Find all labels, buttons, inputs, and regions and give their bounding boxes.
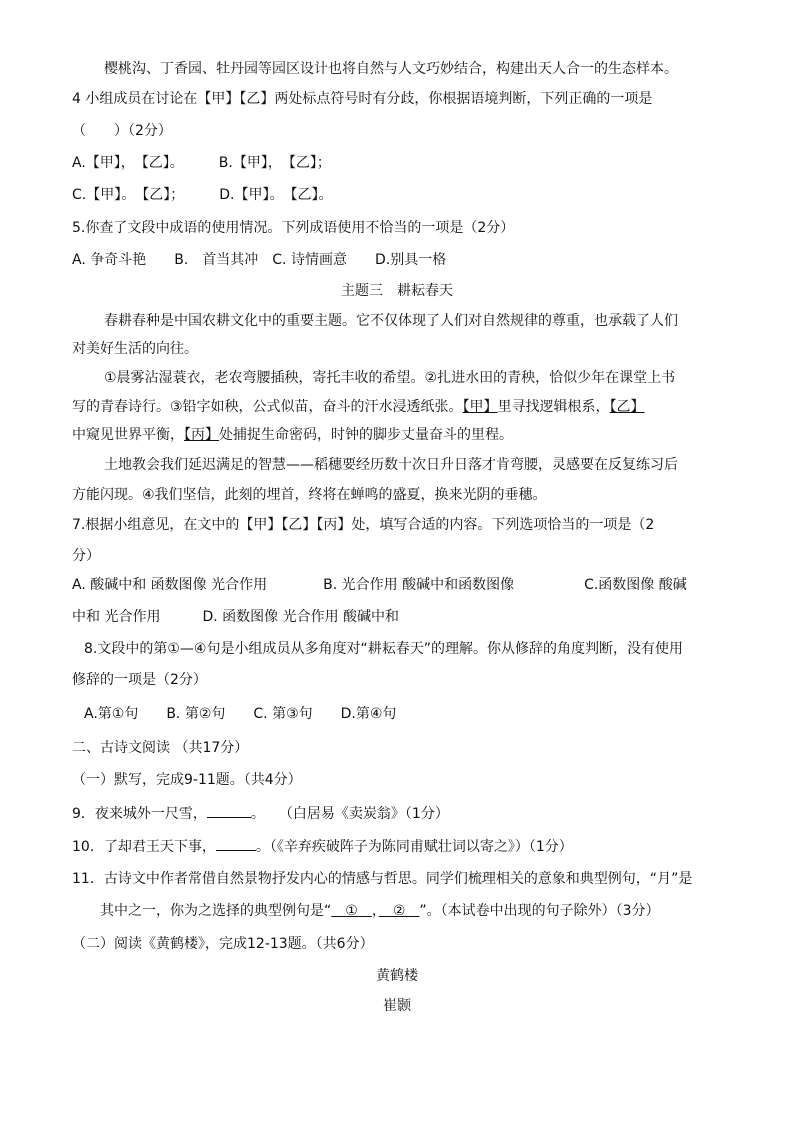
question-4-options-cd: C.【甲】。 【乙】； D.【甲】。 【乙】。 <box>72 187 333 203</box>
subsection-two-heading: （二）阅读《黄鹤楼》，完成12-13题。（共6分） <box>72 936 374 952</box>
question-7-options-2: 中和 光合作用 D. 函数图像 光合作用 酸碱中和 <box>72 609 400 625</box>
poem-title: 黄鹤楼 <box>376 968 418 984</box>
question-4-stem: 4 小组成员在讨论在【甲】【乙】两处标点符号时有分歧，你根据语境判断，下列正确的一项是 <box>72 91 653 107</box>
paragraph-spring-intro-2: 对美好生活的向往。 <box>72 341 198 357</box>
paragraph-sentences-2-tail: 里寻找逻辑根系， <box>497 399 610 415</box>
paragraph-land-2: 方能闪现。④我们坚信，此刻的埋首，终将在蝉鸣的盛夏，换来光阴的垂穗。 <box>72 487 547 503</box>
question-11-comma: ， <box>371 903 379 919</box>
theme-three-heading: 主题三 耕耘春天 <box>341 283 453 299</box>
paragraph-spring-intro-1: 春耕春种是中国农耕文化中的重要主题。它不仅体现了人们对自然规律的尊重，也承载了人们 <box>76 313 678 329</box>
question-10-blank <box>216 836 256 851</box>
paragraph-sentences-3 <box>72 425 513 445</box>
question-4-options-ab: A.【甲】， 【乙】。 B.【甲】， 【乙】； <box>72 155 331 171</box>
question-7-stem: 7.根据小组意见，在文中的【甲】【乙】【丙】处，填写合适的内容。下列选项恰当的一项是（2 <box>72 517 655 533</box>
blank-bing: 【丙】 <box>184 427 219 443</box>
question-8-stem: 8.文段中的第①—④句是小组成员从多角度对“耕耘春天”的理解。你从修辞的角度判断，没有使用 <box>84 641 683 657</box>
question-11-stem: 11．古诗文中作者常借自然景物抒发内心的情感与哲思。同学们梳理相关的意象和典型例句，“月”是 <box>72 871 693 887</box>
question-9-text: 9．夜来城外一尺雪， <box>72 806 207 822</box>
question-10-source: 。（《辛弃疾破阵子为陈同甫赋壮词以寄之》）（1分） <box>255 839 573 855</box>
question-11-blank-1: ① <box>331 903 372 919</box>
question-5-stem: 5.你查了文段中成语的使用情况。下列成语使用不恰当的一项是（2分） <box>72 220 515 236</box>
section-two-heading: 二、古诗文阅读 （共17分） <box>72 740 249 756</box>
blank-yi: 【乙】 <box>609 399 645 415</box>
paragraph-sentences-1: ①晨雾沾湿蓑衣，老农弯腰插秧，寄托丰收的希望。②扎进水田的青秧，恰似少年在课堂上书 <box>76 370 676 386</box>
blank-jia: 【甲】 <box>462 399 498 415</box>
subsection-one-heading: （一）默写，完成9-11题。（共4分） <box>72 772 302 788</box>
question-9 <box>72 803 449 824</box>
paragraph-sentences-3-head: 中窥见世界平衡， <box>72 427 184 443</box>
question-10-text: 10．了却君王天下事， <box>72 839 216 855</box>
question-11-text: 其中之一，你为之选择的典型例句是“ <box>100 903 332 919</box>
paragraph-sentences-3-tail: 处捕捉生命密码，时钟的脚步丈量奋斗的里程。 <box>219 427 513 443</box>
question-11-tail: ”。（本试卷中出现的句子除外）（3分） <box>419 903 660 919</box>
question-5-options: A. 争奇斗艳 B. 首当其冲 C. 诗情画意 D.别具一格 <box>72 252 447 268</box>
question-7-stem-end: 分） <box>72 548 100 564</box>
question-11-answer-line <box>100 901 660 921</box>
question-8-options: A.第①句 B. 第②句 C. 第③句 D.第④句 <box>84 706 397 722</box>
paragraph-sentences-2 <box>72 397 645 417</box>
question-7-options-1: A. 酸碱中和 函数图像 光合作用 B. 光合作用 酸碱中和函数图像 C.函数图像 酸碱 <box>72 577 687 593</box>
question-9-source: 。 （白居易《卖炭翁》（1分） <box>250 806 449 822</box>
poem-author: 崔颢 <box>383 998 411 1014</box>
question-11-blank-2: ② <box>378 903 420 919</box>
paragraph-land-1: 土地教会我们延迟满足的智慧——稻穗要经历数十次日升日落才肯弯腰，灵感要在反复练习后 <box>76 457 678 473</box>
question-4-bracket: （ ）（2分） <box>72 123 172 139</box>
paragraph-garden-design: 樱桃沟、丁香园、牡丹园等园区设计也将自然与人文巧妙结合，构建出天人合一的生态样本。 <box>76 61 678 77</box>
paragraph-sentences-2-text: 写的青春诗行。③铅字如秧，公式似苗，奋斗的汗水浸透纸张。 <box>72 399 463 415</box>
question-10 <box>72 836 573 857</box>
question-9-blank <box>207 803 251 818</box>
question-8-stem-end: 修辞的一项是（2分） <box>72 672 207 688</box>
